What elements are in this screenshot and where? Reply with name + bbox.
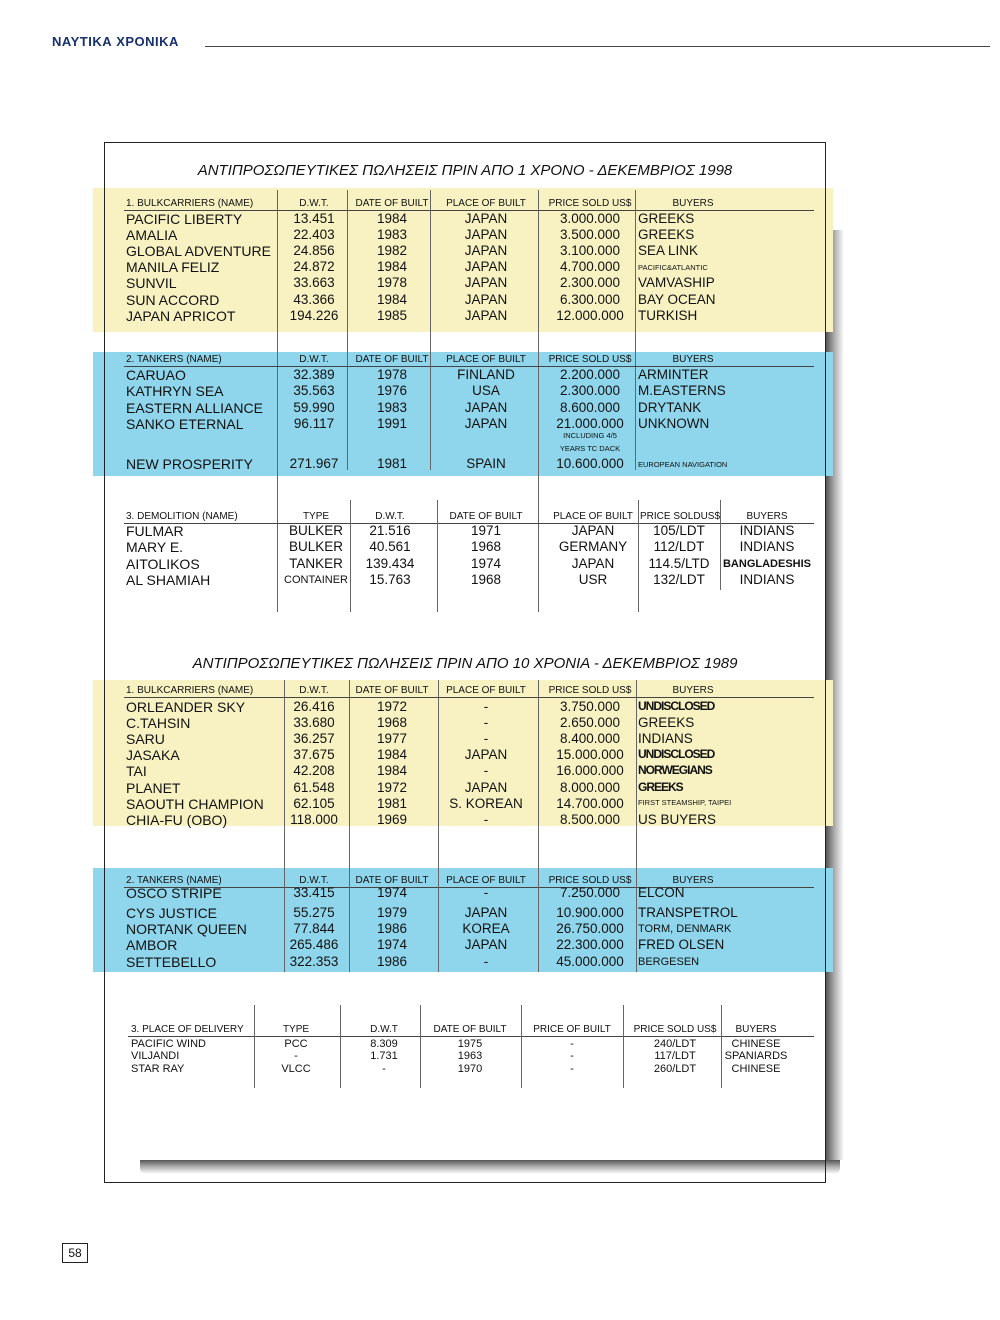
table-cell: 1991	[376, 416, 408, 431]
ship-name: CHIA-FU (OBO)	[126, 812, 228, 828]
table-cell: 7.250.000	[559, 885, 621, 900]
column-header: D.W.T	[370, 1024, 398, 1035]
column-header: BUYERS	[746, 511, 788, 522]
column-header: DATE OF BUILT	[355, 685, 429, 696]
table-cell: 43.366	[293, 292, 335, 307]
table-cell: 118.000	[290, 812, 338, 827]
ship-name: SARU	[126, 731, 165, 747]
table-cell: 1974	[376, 937, 408, 952]
table-cell: 1978	[376, 275, 408, 290]
column-divider	[347, 190, 348, 360]
ship-name: VILJANDI	[131, 1050, 180, 1062]
column-header: 1. BULKCARRIERS (NAME)	[126, 198, 254, 209]
table-cell: 1978	[376, 367, 408, 382]
column-header: 3. DEMOLITION (NAME)	[126, 511, 238, 522]
table-cell: 1968	[470, 539, 502, 554]
buyer: EUROPEAN NAVIGATION	[638, 460, 728, 469]
ship-name: CYS JUSTICE	[126, 905, 218, 921]
table-cell: -	[483, 954, 489, 969]
column-header: TYPE	[282, 1024, 310, 1035]
table-cell: -	[294, 1050, 298, 1062]
buyer: VAMVASHIP	[638, 275, 715, 290]
column-divider	[438, 870, 439, 972]
table-cell: 32.389	[293, 367, 335, 382]
column-divider	[636, 870, 637, 972]
table-cell: VLCC	[281, 1063, 311, 1075]
column-header: PRICE SOLD US$	[548, 354, 632, 365]
ship-name: SANKO ETERNAL	[126, 416, 244, 432]
buyer: TURKISH	[638, 308, 698, 323]
buyer: BANGLADESHIS	[722, 558, 811, 570]
table-cell: 4.700.000	[559, 259, 621, 274]
ship-name: KATHRYN SEA	[126, 383, 224, 399]
ship-name: AL SHAMIAH	[126, 572, 211, 588]
table-cell: 8.000.000	[559, 780, 621, 795]
column-header: PLACE OF BUILT	[446, 685, 526, 696]
ship-name: JASAKA	[126, 747, 180, 763]
table-cell: GERMANY	[558, 539, 628, 554]
table-cell: USR	[578, 572, 608, 587]
ship-name: NEW PROSPERITY	[126, 456, 253, 472]
column-header: PRICE SOLDUS$	[640, 511, 721, 522]
table-cell: 1985	[376, 308, 408, 323]
table-cell: 132/LDT	[653, 572, 705, 587]
table-cell: 1984	[376, 763, 408, 778]
column-header: BUYERS	[672, 198, 714, 209]
buyer: DRYTANK	[638, 400, 702, 415]
header-rule	[205, 46, 990, 47]
table-cell: 2.650.000	[559, 715, 621, 730]
column-header: BUYERS	[672, 685, 714, 696]
column-divider	[638, 500, 639, 612]
ship-name: MARY E.	[126, 539, 184, 555]
table-cell: 1984	[376, 292, 408, 307]
column-divider	[254, 1005, 255, 1088]
ship-name: NORTANK QUEEN	[126, 921, 247, 937]
table-cell: TANKER	[289, 556, 343, 571]
buyer: US BUYERS	[638, 812, 717, 827]
table-cell: 240/LDT	[653, 1038, 697, 1050]
table-cell: 1982	[376, 243, 408, 258]
table-cell: 1981	[376, 796, 408, 811]
table-cell: 24.856	[293, 243, 335, 258]
column-header: DATE OF BUILT	[355, 198, 429, 209]
table-cell: -	[382, 1063, 386, 1075]
column-divider	[350, 500, 351, 612]
table-cell: JAPAN	[464, 259, 508, 274]
ship-name: JAPAN APRICOT	[126, 308, 236, 324]
column-header: BUYERS	[735, 1024, 777, 1035]
table-cell: 1968	[376, 715, 408, 730]
column-header: D.W.T.	[299, 198, 329, 209]
table-cell: 1984	[376, 211, 408, 226]
column-header: BUYERS	[672, 875, 714, 886]
table-cell: CONTAINER	[284, 574, 348, 586]
buyer: BAY OCEAN	[638, 292, 716, 307]
table-cell: 33.415	[293, 885, 335, 900]
table-cell: 105/LDT	[653, 523, 705, 538]
buyer: CHINESE	[731, 1038, 781, 1050]
table-cell: 33.663	[293, 275, 335, 290]
buyer: GREEKS	[638, 780, 683, 794]
ship-name: CARUAO	[126, 367, 186, 383]
table-cell: 260/LDT	[653, 1063, 697, 1075]
table-cell: 14.700.000	[556, 796, 624, 811]
ship-name: PACIFIC LIBERTY	[126, 211, 243, 227]
table-cell: PCC	[284, 1038, 308, 1050]
table-cell: S. KOREAN	[449, 796, 523, 811]
column-header: 1. BULKCARRIERS (NAME)	[126, 685, 254, 696]
table-cell: 1983	[376, 227, 408, 242]
table-cell: 24.872	[293, 259, 335, 274]
column-divider	[284, 870, 285, 972]
table-cell: 265.486	[289, 937, 339, 952]
column-header: 2. TANKERS (NAME)	[126, 875, 222, 886]
table-cell: 21.516	[369, 523, 411, 538]
column-header: PRICE SOLD US$	[548, 198, 632, 209]
table-cell: 42.208	[293, 763, 335, 778]
buyer: GREEKS	[638, 227, 695, 242]
buyer: PACIFIC&ATLANTIC	[638, 263, 708, 272]
table-cell: 1972	[376, 699, 408, 714]
buyer: INDIANS	[739, 523, 795, 538]
column-divider	[349, 870, 350, 972]
buyer: FIRST STEAMSHIP, TAIPEI	[638, 798, 732, 807]
column-header: D.W.T.	[299, 875, 329, 886]
table-cell: BULKER	[288, 539, 344, 554]
buyer: UNDISCLOSED	[638, 747, 715, 761]
table-cell: 8.500.000	[559, 812, 621, 827]
table-cell: 1977	[376, 731, 408, 746]
table-cell: 15.000.000	[556, 747, 624, 762]
buyer: TORM, DENMARK	[638, 923, 732, 935]
table-cell: 1974	[376, 885, 408, 900]
buyer: CHINESE	[731, 1063, 781, 1075]
buyer: ARMINTER	[638, 367, 709, 382]
table-cell: 45.000.000	[556, 954, 624, 969]
table-cell: -	[483, 699, 489, 714]
table-cell: KOREA	[462, 921, 510, 936]
table-cell: -	[570, 1038, 574, 1050]
table-cell: JAPAN	[464, 308, 508, 323]
buyer: INDIANS	[739, 572, 795, 587]
table-cell: 8.600.000	[559, 400, 621, 415]
column-divider	[623, 1005, 624, 1088]
ship-name: EASTERN ALLIANCE	[126, 400, 263, 416]
table-cell: 40.561	[369, 539, 411, 554]
column-divider	[430, 190, 431, 360]
ship-name: SETTEBELLO	[126, 954, 217, 970]
table-cell: 26.416	[293, 699, 335, 714]
ship-name: TAI	[126, 763, 147, 779]
column-header: DATE OF BUILT	[355, 875, 429, 886]
column-header: D.W.T.	[299, 354, 329, 365]
table-cell: 117/LDT	[654, 1050, 696, 1062]
buyer: FRED OLSEN	[638, 937, 725, 952]
ship-name: MANILA FELIZ	[126, 259, 220, 275]
table-cell: 1986	[376, 921, 408, 936]
column-header: DATE OF BUILT	[449, 511, 523, 522]
ship-name: FULMAR	[126, 523, 184, 539]
table-cell: JAPAN	[464, 416, 508, 431]
column-header: TYPE	[302, 511, 330, 522]
buyer: NORWEGIANS	[638, 763, 712, 777]
column-header: DATE OF BUILT	[355, 354, 429, 365]
column-header: PRICE SOLD US$	[633, 1024, 717, 1035]
ship-name: GLOBAL ADVENTURE	[126, 243, 271, 259]
ship-name: OSCO STRIPE	[126, 885, 222, 901]
ship-name: PLANET	[126, 780, 181, 796]
table-cell: 22.403	[293, 227, 335, 242]
column-divider	[538, 680, 539, 870]
table-cell: 55.275	[293, 905, 335, 920]
buyer: M.EASTERNS	[638, 383, 726, 398]
table-cell: 1975	[457, 1038, 483, 1050]
column-divider	[538, 870, 539, 972]
table-cell: 36.257	[293, 731, 335, 746]
section-1989-title: ΑΝΤΙΠΡΟΣΩΠΕΥΤΙΚΕΣ ΠΩΛΗΣΕΙΣ ΠΡΙΝ ΑΠΟ 10 ΧΡΟΝΙΑ - ΔΕΚΕΜΒΡΙΟΣ 1989	[192, 655, 738, 672]
column-divider	[347, 360, 348, 470]
column-divider	[720, 500, 721, 590]
ship-name: AMALIA	[126, 227, 178, 243]
price-note: INCLUDING 4/5	[563, 431, 617, 440]
table-cell: 139.434	[365, 556, 415, 571]
table-cell: 35.563	[293, 383, 335, 398]
buyer: GREEKS	[638, 211, 695, 226]
column-header: PLACE OF BUILT	[553, 511, 633, 522]
table-cell: 26.750.000	[556, 921, 624, 936]
buyer: SPANIARDS	[724, 1050, 788, 1062]
table-cell: 271.967	[289, 456, 339, 471]
table-cell: 1969	[376, 812, 408, 827]
table-cell: JAPAN	[464, 211, 508, 226]
column-header: PRICE SOLD US$	[548, 875, 632, 886]
column-header: PLACE OF BUILT	[446, 354, 526, 365]
table-cell: 96.117	[293, 416, 335, 431]
table-cell: JAPAN	[464, 400, 508, 415]
table-cell: -	[483, 885, 489, 900]
table-cell: -	[483, 731, 489, 746]
table-cell: 33.680	[293, 715, 335, 730]
ship-name: AITOLIKOS	[126, 556, 200, 572]
table-cell: -	[570, 1050, 574, 1062]
table-cell: JAPAN	[464, 243, 508, 258]
table-cell: 8.400.000	[559, 731, 621, 746]
column-header: DATE OF BUILT	[433, 1024, 507, 1035]
table-cell: 3.100.000	[559, 243, 621, 258]
buyer: UNKNOWN	[638, 416, 710, 431]
table-cell: 37.675	[293, 747, 335, 762]
table-cell: BULKER	[288, 523, 344, 538]
buyer: SEA LINK	[638, 243, 699, 258]
ship-name: STAR RAY	[131, 1063, 185, 1075]
column-header: PRICE SOLD US$	[548, 685, 632, 696]
table-cell: 22.300.000	[556, 937, 624, 952]
table-cell: 2.200.000	[559, 367, 621, 382]
header-underline	[124, 697, 814, 698]
table-cell: 2.300.000	[559, 383, 621, 398]
table-cell: 322.353	[289, 954, 339, 969]
table-cell: 1970	[457, 1063, 483, 1075]
table-cell: 3.750.000	[559, 699, 621, 714]
table-cell: JAPAN	[464, 275, 508, 290]
table-cell: JAPAN	[464, 937, 508, 952]
table-cell: 1984	[376, 747, 408, 762]
table-cell: 12.000.000	[556, 308, 624, 323]
table-cell: FINLAND	[457, 367, 515, 382]
ship-name: ORLEANDER SKY	[126, 699, 246, 715]
table-cell: 1.731	[370, 1050, 398, 1062]
buyer: INDIANS	[739, 539, 795, 554]
column-divider	[636, 680, 637, 870]
column-header: D.W.T.	[299, 685, 329, 696]
table-cell: 112/LDT	[653, 539, 705, 554]
table-cell: 1983	[376, 400, 408, 415]
ship-name: AMBOR	[126, 937, 178, 953]
column-divider	[349, 680, 350, 870]
table-cell: -	[483, 763, 489, 778]
table-cell: -	[483, 715, 489, 730]
table-cell: JAPAN	[571, 523, 615, 538]
table-cell: 1968	[470, 572, 502, 587]
table-cell: 13.451	[293, 211, 335, 226]
table-cell: 3.500.000	[559, 227, 621, 242]
table-cell: 1963	[457, 1050, 483, 1062]
table-cell: 62.105	[293, 796, 335, 811]
table-cell: JAPAN	[571, 556, 615, 571]
table-cell: 114.5/LTD	[648, 556, 710, 571]
column-divider	[438, 680, 439, 870]
table-cell: 2.300.000	[559, 275, 621, 290]
table-cell: 77.844	[293, 921, 335, 936]
section-1998-title: ΑΝΤΙΠΡΟΣΩΠΕΥΤΙΚΕΣ ΠΩΛΗΣΕΙΣ ΠΡΙΝ ΑΠΟ 1 ΧΡΟΝΟ - ΔΕΚΕΜΒΡΙΟΣ 1998	[197, 162, 733, 179]
ship-name: SUN ACCORD	[126, 292, 220, 308]
table-cell: JAPAN	[464, 747, 508, 762]
table-cell: 15.763	[369, 572, 411, 587]
buyer: UNDISCLOSED	[638, 699, 715, 713]
table-cell: 10.600.000	[556, 456, 624, 471]
table-cell: 194.226	[289, 308, 339, 323]
table-cell: JAPAN	[464, 227, 508, 242]
column-header: PLACE OF BUILT	[446, 198, 526, 209]
table-cell: -	[570, 1063, 574, 1075]
table-cell: 8.309	[370, 1038, 398, 1050]
header-underline	[128, 1036, 814, 1037]
column-divider	[721, 1005, 722, 1088]
table-cell: 1971	[470, 523, 502, 538]
column-divider	[521, 1005, 522, 1088]
column-divider	[284, 680, 285, 870]
ship-name: SUNVIL	[126, 275, 177, 291]
column-divider	[437, 500, 438, 612]
page-number: 58	[62, 1243, 88, 1263]
table-cell: 16.000.000	[556, 763, 624, 778]
table-cell: 10.900.000	[556, 905, 624, 920]
buyer: INDIANS	[638, 731, 693, 746]
table-cell: 3.000.000	[559, 211, 621, 226]
table-cell: 6.300.000	[559, 292, 621, 307]
table-cell: 59.990	[293, 400, 335, 415]
table-cell: JAPAN	[464, 292, 508, 307]
buyer: ELCON	[638, 885, 685, 900]
column-divider	[340, 1005, 341, 1088]
table-cell: JAPAN	[464, 905, 508, 920]
column-header: PLACE OF BUILT	[446, 875, 526, 886]
table-cell: 1979	[376, 905, 408, 920]
table-cell: 1972	[376, 780, 408, 795]
table-cell: -	[483, 812, 489, 827]
publication-title: ΝΑΥΤΙΚΑ ΧΡΟΝΙΚΑ	[52, 34, 179, 49]
column-header: BUYERS	[672, 354, 714, 365]
ship-name: PACIFIC WIND	[131, 1038, 206, 1050]
buyer: BERGESEN	[638, 956, 700, 968]
price-note: YEARS TC DACK	[559, 444, 621, 453]
table-cell: 1974	[470, 556, 502, 571]
table-cell: SPAIN	[466, 456, 506, 471]
column-divider	[430, 360, 431, 470]
column-divider	[420, 1005, 421, 1088]
table-cell: JAPAN	[464, 780, 508, 795]
table-cell: USA	[472, 383, 500, 398]
ship-name: C.TAHSIN	[126, 715, 191, 731]
column-header: 3. PLACE OF DELIVERY	[131, 1024, 244, 1035]
ship-name: SAOUTH CHAMPION	[126, 796, 264, 812]
column-header: 2. TANKERS (NAME)	[126, 354, 222, 365]
table-cell: 21.000.000	[556, 416, 624, 431]
column-header: D.W.T.	[375, 511, 405, 522]
buyer: TRANSPETROL	[638, 905, 738, 920]
table-cell: 1976	[376, 383, 408, 398]
table-cell: 1981	[376, 456, 408, 471]
table-cell: 61.548	[293, 780, 335, 795]
column-header: PRICE OF BUILT	[533, 1024, 611, 1035]
table-cell: 1984	[376, 259, 408, 274]
buyer: GREEKS	[638, 715, 695, 730]
table-cell: 1986	[376, 954, 408, 969]
